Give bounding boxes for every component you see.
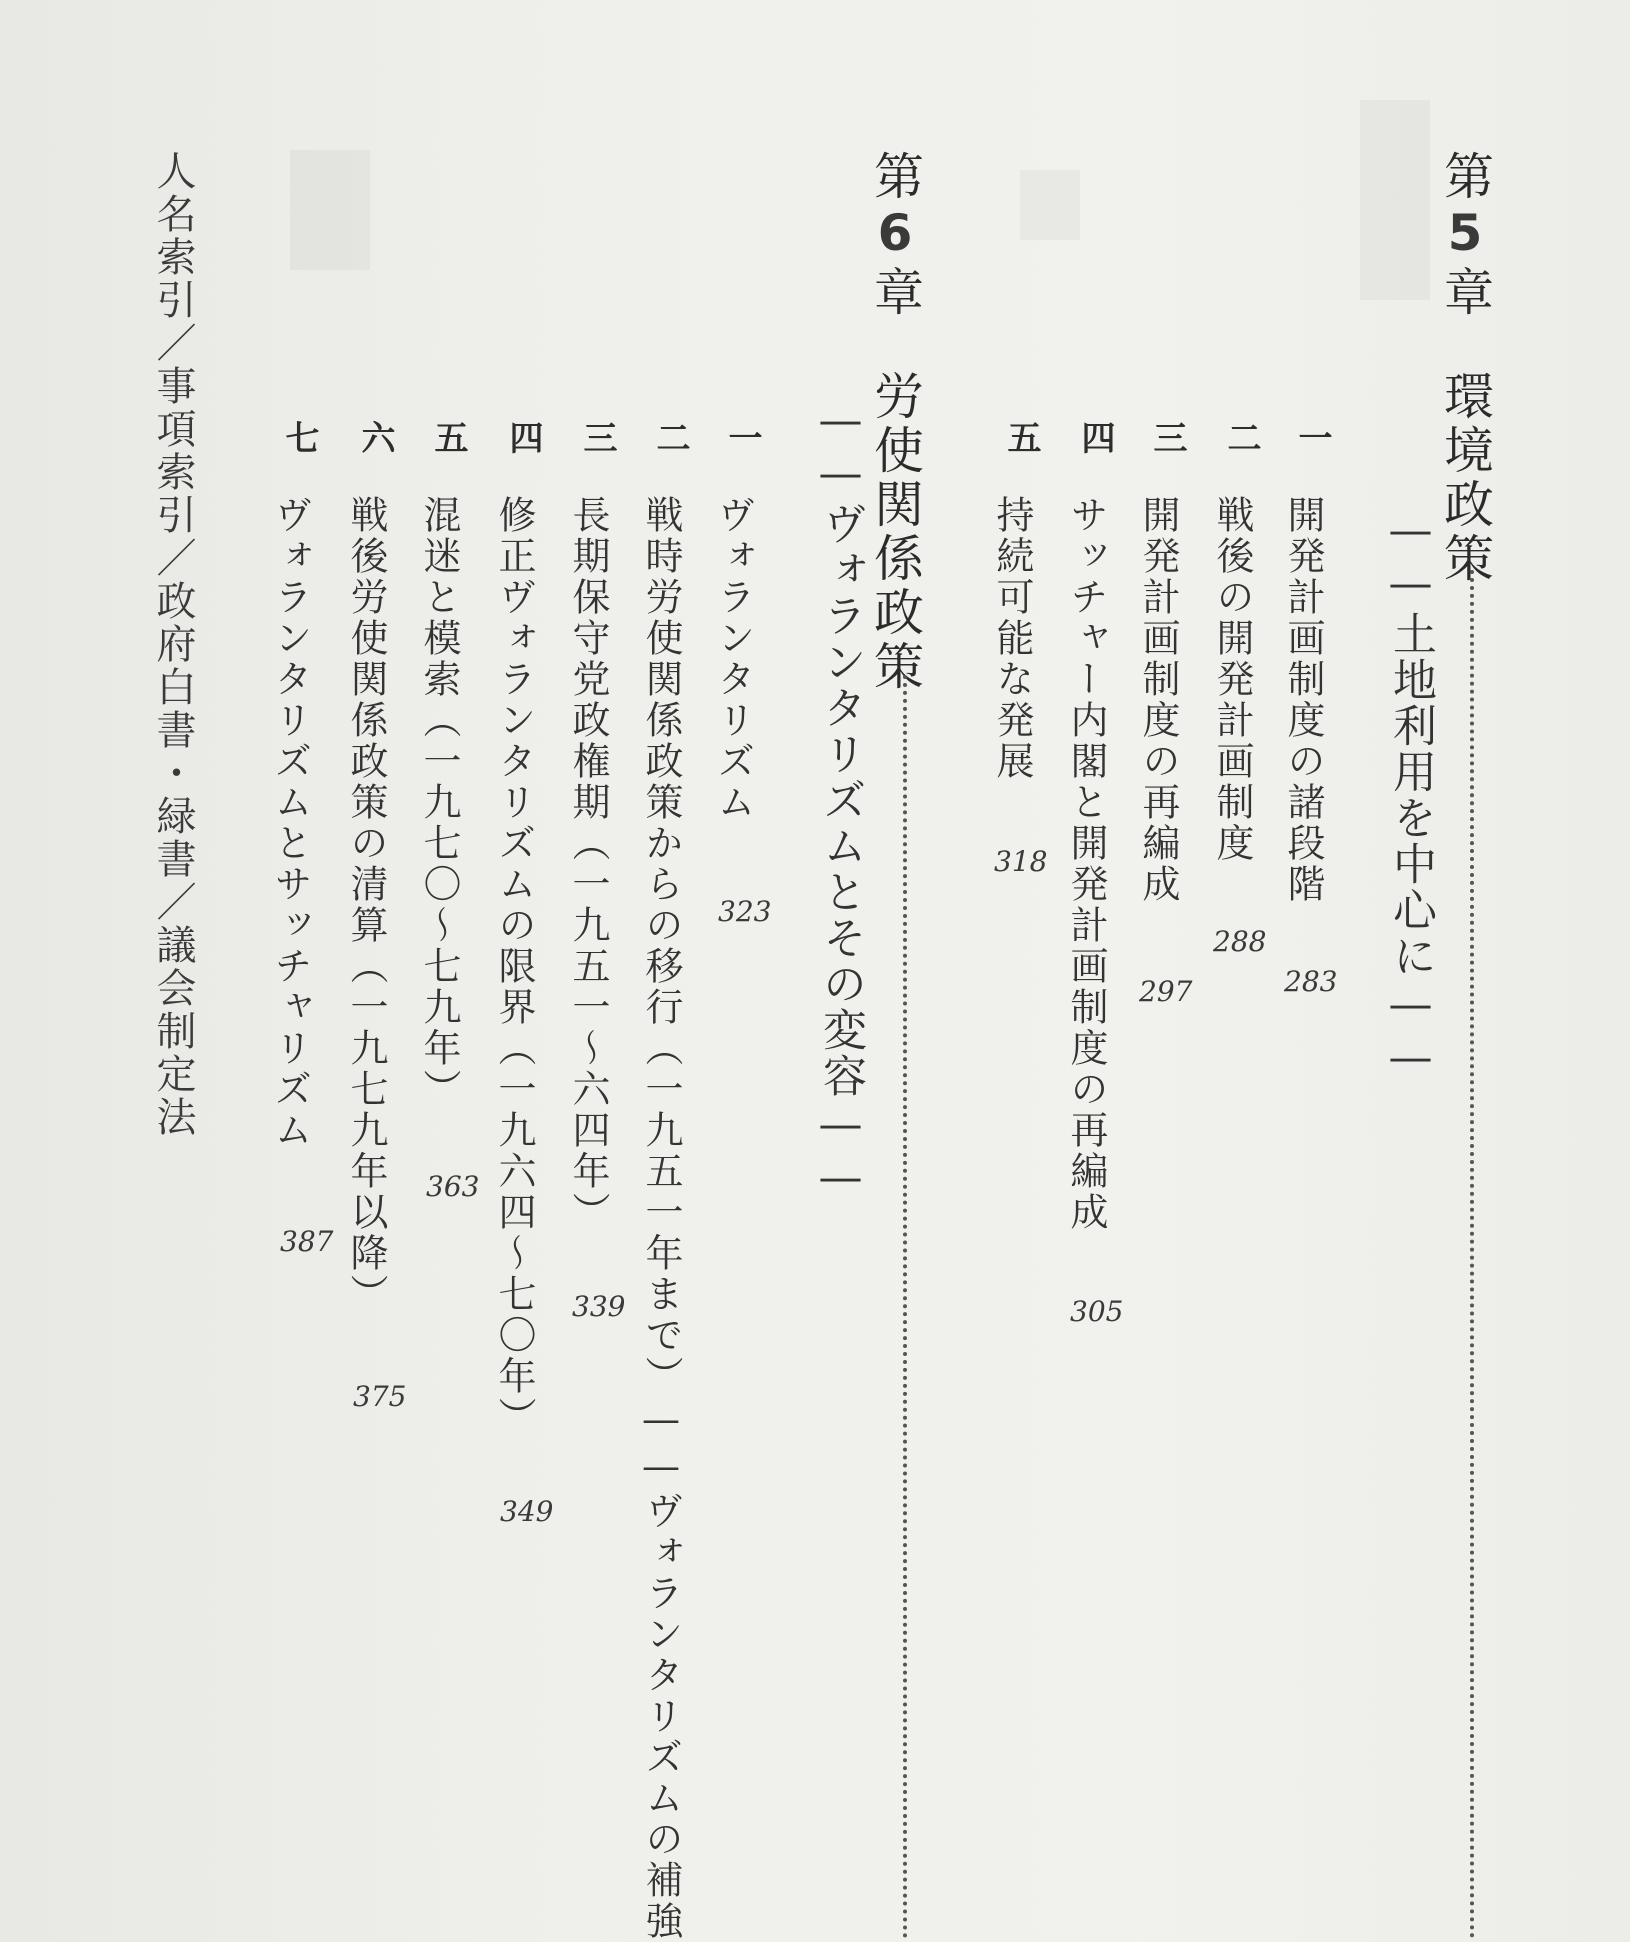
chapter6-section-num-5: 五 bbox=[428, 420, 468, 454]
chapter6-heading bbox=[866, 150, 924, 694]
chapter6-section-title-7: ヴォランタリズムとサッチャリズム bbox=[268, 495, 312, 1151]
chapter5-section-title-4: サッチャー内閣と開発計画制度の再編成 bbox=[1064, 495, 1108, 1233]
chapter6-page-ref-4: 349 bbox=[500, 1495, 554, 1528]
chapter5-section-num-3: 三 bbox=[1147, 420, 1187, 454]
chapter6-section-title-6: 戦後労使関係政策の清算（一九七九年以降） bbox=[344, 495, 388, 1315]
chapter6-leader-dots bbox=[903, 675, 907, 1939]
chapter5-label-num: 5 bbox=[1436, 204, 1494, 266]
chapter5-section-num-2: 二 bbox=[1221, 420, 1261, 454]
chapter6-section-num-6: 六 bbox=[355, 420, 395, 454]
bleed-through-middle bbox=[1020, 170, 1080, 240]
chapter6-subtitle: ——ヴォランタリズムとその変容—— bbox=[815, 395, 866, 1205]
chapter5-section-title-2: 戦後の開発計画制度 bbox=[1210, 495, 1254, 864]
chapter6-label-suffix: 章 bbox=[866, 266, 924, 320]
chapter6-label-prefix: 第 bbox=[866, 150, 924, 204]
chapter6-section-title-4: 修正ヴォランタリズムの限界（一九六四〜七〇年） bbox=[492, 495, 536, 1438]
chapter6-section-num-2: 二 bbox=[650, 420, 690, 454]
chapter6-section-num-3: 三 bbox=[577, 420, 617, 454]
chapter6-label-num: 6 bbox=[866, 204, 924, 266]
chapter5-subtitle: ——土地利用を中心に—— bbox=[1385, 505, 1436, 1085]
chapter6-section-num-1: 一 bbox=[722, 420, 762, 454]
bleed-through-left bbox=[290, 150, 370, 270]
chapter6-page-ref-3: 339 bbox=[572, 1290, 626, 1323]
chapter5-section-num-1: 一 bbox=[1292, 420, 1332, 454]
chapter5-page-ref-2: 288 bbox=[1213, 925, 1267, 958]
chapter6-page-ref-5: 363 bbox=[426, 1170, 480, 1203]
index-line: 人名索引／事項索引／政府白書・緑書／議会制定法 bbox=[150, 150, 196, 1139]
chapter6-section-num-4: 四 bbox=[503, 420, 543, 454]
chapter5-leader-dots bbox=[1470, 570, 1474, 1939]
chapter5-section-title-1: 開発計画制度の諸段階 bbox=[1281, 495, 1325, 905]
chapter6-page-ref-1: 323 bbox=[718, 895, 772, 928]
chapter5-section-title-3: 開発計画制度の再編成 bbox=[1136, 495, 1180, 905]
chapter5-label-suffix: 章 bbox=[1436, 266, 1494, 320]
bleed-through-right bbox=[1360, 100, 1430, 300]
chapter6-section-title-1: ヴォランタリズム bbox=[711, 495, 755, 823]
chapter5-page-ref-3: 297 bbox=[1139, 975, 1193, 1008]
chapter5-page-ref-5: 318 bbox=[994, 845, 1048, 878]
chapter5-title: 環境政策 bbox=[1436, 370, 1494, 586]
chapter5-page-ref-1: 283 bbox=[1284, 965, 1338, 998]
chapter5-section-num-5: 五 bbox=[1001, 420, 1041, 454]
chapter5-heading bbox=[1436, 150, 1494, 586]
chapter5-section-num-4: 四 bbox=[1075, 420, 1115, 454]
chapter6-section-title-2: 戦時労使関係政策からの移行（一九五一年まで）——ヴォランタリズムの補強 bbox=[639, 495, 683, 1942]
chapter5-page-ref-4: 305 bbox=[1070, 1295, 1124, 1328]
chapter6-title: 労使関係政策 bbox=[866, 370, 924, 694]
chapter6-page-ref-6: 375 bbox=[353, 1380, 407, 1413]
chapter5-section-title-5: 持続可能な発展 bbox=[990, 495, 1034, 782]
chapter6-section-title-3: 長期保守党政権期（一九五一〜六四年） bbox=[566, 495, 610, 1233]
chapter6-section-title-5: 混迷と模索（一九七〇〜七九年） bbox=[417, 495, 461, 1110]
chapter6-page-ref-7: 387 bbox=[280, 1225, 334, 1258]
chapter6-section-num-7: 七 bbox=[279, 420, 319, 454]
chapter5-label-prefix: 第 bbox=[1436, 150, 1494, 204]
